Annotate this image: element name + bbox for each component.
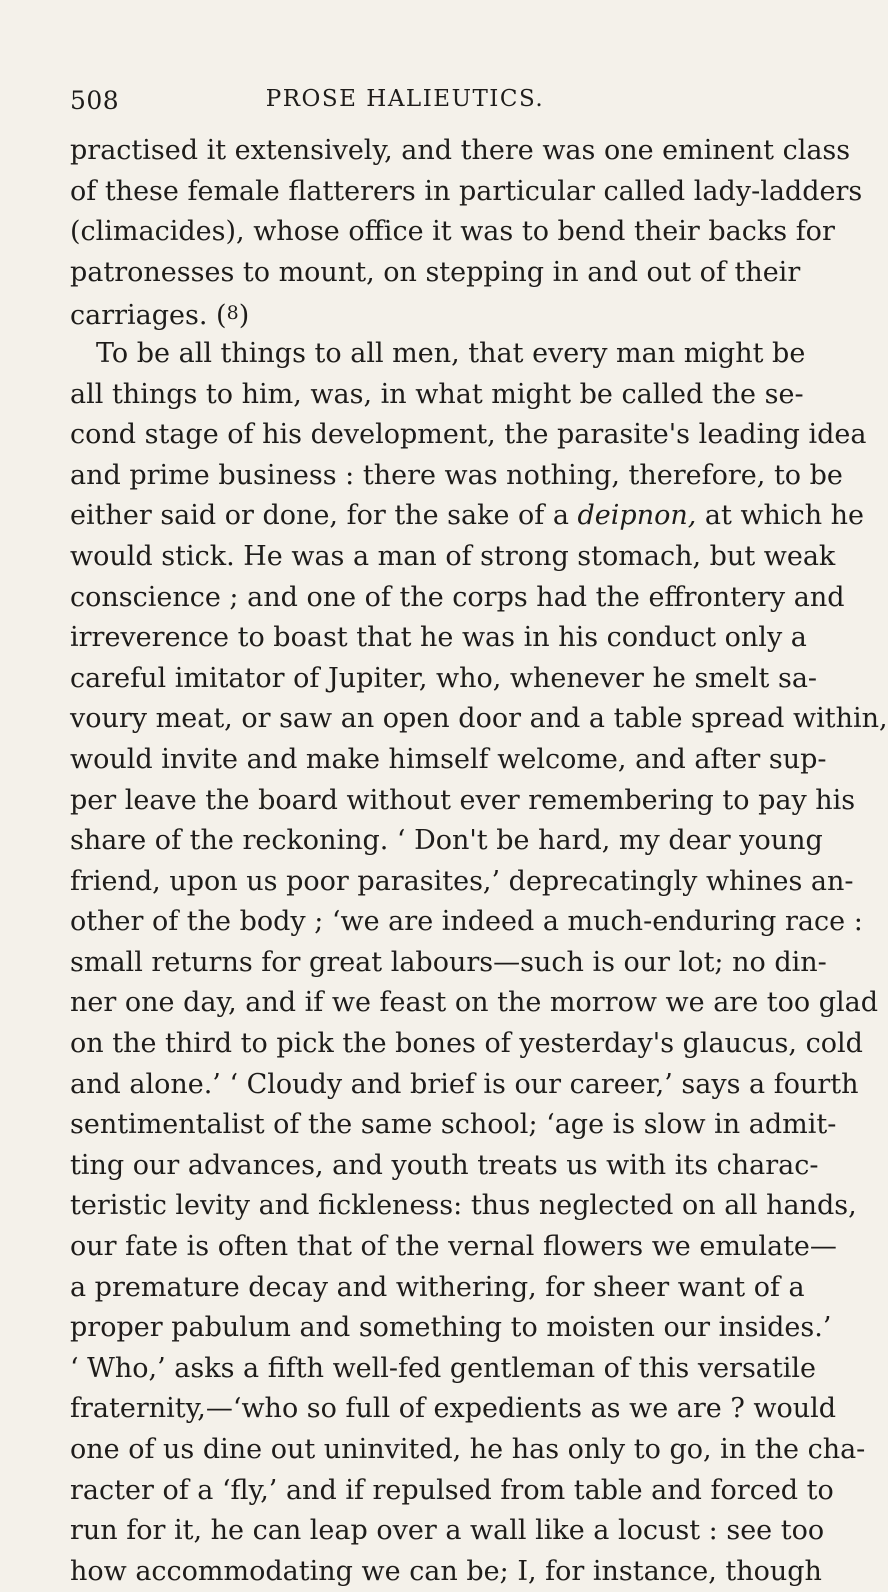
text-line: would invite and make himself welcome, and after sup- — [70, 743, 827, 775]
running-title: PROSE HALIEUTICS. — [265, 86, 545, 112]
text-line: To be all things to all men, that every man might be — [96, 337, 806, 369]
page-number: 508 — [70, 86, 120, 115]
italic-term: deipnon, — [577, 500, 697, 532]
text-line: all things to him, was, in what might be called the se- — [70, 378, 804, 410]
text-line: a premature decay and withering, for sheer want of a — [70, 1271, 805, 1303]
text-line: run for it, he can leap over a wall like a locust : see too — [70, 1515, 825, 1547]
text-line: small returns for great labours—such is our lot; no din- — [70, 946, 827, 978]
text-line: fraternity,—‘who so full of expedients as we are ? would — [70, 1393, 837, 1425]
text-line: cond stage of his development, the parasite's leading idea — [70, 419, 867, 451]
text-line: of these female flatterers in particular called lady-ladders — [70, 175, 863, 207]
running-head — [70, 86, 740, 120]
text-line: and prime business : there was nothing, therefore, to be — [70, 459, 843, 491]
footnote-reference: 8 — [226, 302, 239, 325]
text-line: one of us dine out uninvited, he has only to go, in the cha- — [70, 1434, 866, 1465]
text-line: sentimentalist of the same school; ‘age is slow in admit- — [70, 1109, 837, 1141]
text-line: conscience ; and one of the corps had the effrontery and — [70, 581, 845, 613]
body-text — [70, 131, 888, 1592]
text-line: per leave the board without ever remembering to pay his — [70, 784, 856, 816]
text-line: ting our advances, and youth treats us with its charac- — [70, 1149, 819, 1181]
text-line: either said or done, for the sake of a deipnon, at which he — [70, 500, 865, 532]
text-line: (climacides), whose office it was to bend their backs for — [70, 216, 835, 248]
text-line: ner one day, and if we feast on the morrow we are too glad — [70, 987, 878, 1019]
text-line: teristic levity and fickleness: thus neglected on all hands, — [70, 1190, 857, 1222]
text-line: carriages. (8) — [70, 300, 250, 332]
text-line: our fate is often that of the vernal flowers we emulate— — [70, 1231, 837, 1263]
text-line: friend, upon us poor parasites,’ deprecatingly whines an- — [70, 865, 854, 897]
text-line: other of the body ; ‘we are indeed a much-enduring race : — [70, 906, 863, 938]
text-line: share of the reckoning. ‘ Don't be hard, my dear young — [70, 825, 823, 857]
text-line: proper pabulum and something to moisten our insides.’ — [70, 1312, 832, 1344]
text-line: and alone.’ ‘ Cloudy and brief is our career,’ says a fourth — [70, 1068, 859, 1100]
text-line: how accommodating we can be; I, for instance, though — [70, 1555, 822, 1587]
text-line: on the third to pick the bones of yesterday's glaucus, cold — [70, 1028, 863, 1060]
text-line: patronesses to mount, on stepping in and out of their — [70, 256, 801, 288]
text-line: voury meat, or saw an open door and a table spread within, — [70, 703, 888, 735]
text-line: practised it extensively, and there was one eminent class — [70, 135, 851, 166]
text-line: ‘ Who,’ asks a fifth well-fed gentleman of this versatile — [70, 1352, 817, 1384]
text-line: would stick. He was a man of strong stomach, but weak — [70, 540, 836, 572]
text-line: racter of a ‘fly,’ and if repulsed from table and forced to — [70, 1474, 834, 1506]
text-line: irreverence to boast that he was in his conduct only a — [70, 622, 807, 654]
text-line: careful imitator of Jupiter, who, whenever he smelt sa- — [70, 662, 818, 694]
